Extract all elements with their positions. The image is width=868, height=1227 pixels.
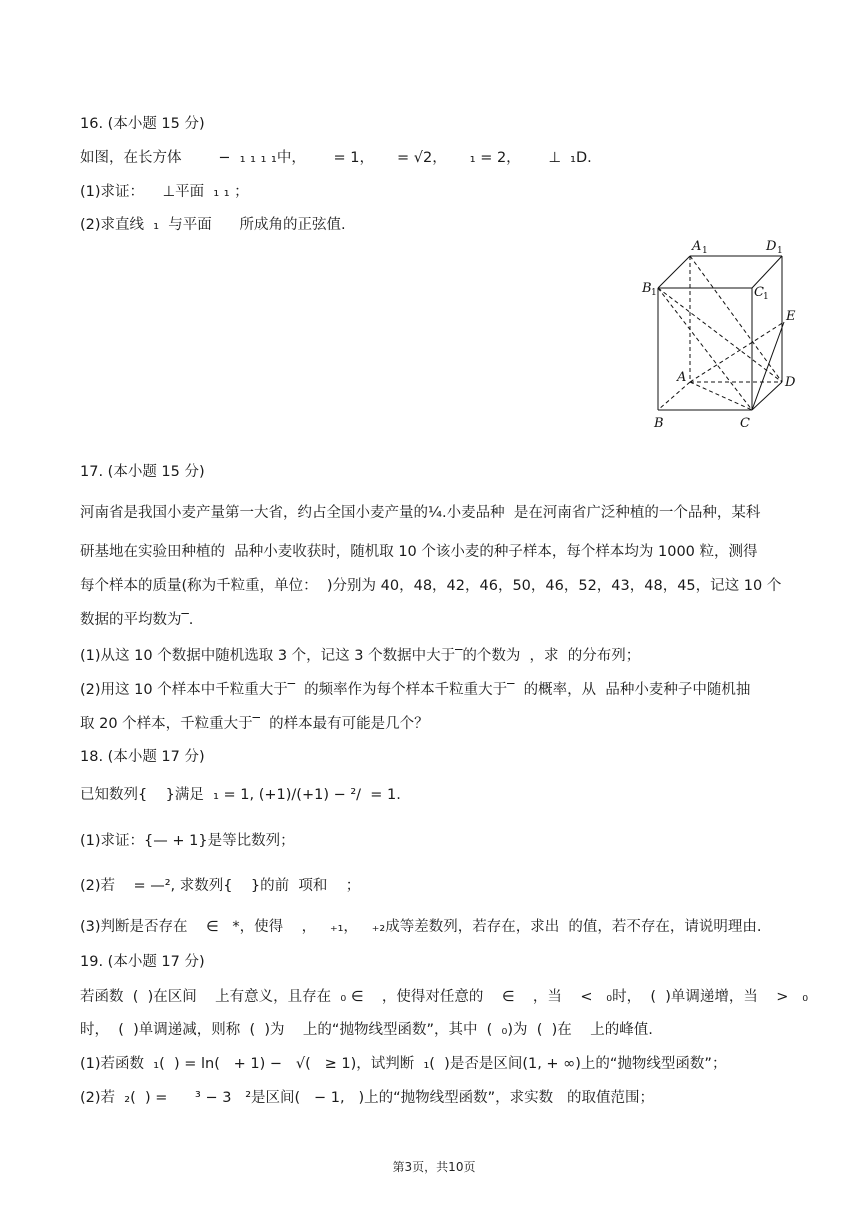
question-18-part-1: (1)求证：{— + 1}是等比数列； xyxy=(80,833,295,849)
question-17-part-2-line-1: (2)用这 10 个样本中千粒重大于‾ 的频率作为每个样本千粒重大于‾ 的概率，从 品种小麦种子中随机抽 xyxy=(80,682,751,698)
question-17-header: 17. (本小题 15 分) xyxy=(80,464,205,480)
question-18-part-2: (2)若 = —², 求数列{ }的前 项和 ； xyxy=(80,878,361,894)
question-19-part-2: (2)若 ₂( ) = ³ − 3 ²是区间( − 1, )上的“抛物线型函数”，求实数 的取值范围； xyxy=(80,1090,654,1106)
question-17-stem-line-2: 研基地在实验田种植的 品种小麦收获时，随机取 10 个该小麦的种子样本，每个样本均为 1000 粒，测得 xyxy=(80,544,758,560)
label-a1: A xyxy=(692,239,702,254)
label-d1-sub: 1 xyxy=(777,246,783,256)
question-17-stem-line-1: 河南省是我国小麦产量第一大省，约占全国小麦产量的¼.小麦品种 是在河南省广泛种植的一个品种，某科 xyxy=(80,505,761,521)
label-c1-sub: 1 xyxy=(763,292,769,302)
question-19-part-1: (1)若函数 ₁( ) = ln( + 1) − √( ≥ 1)，试判断 ₁( )是否是区间(1, + ∞)上的“抛物线型函数”； xyxy=(80,1056,727,1072)
edge-a1-b1 xyxy=(658,256,690,288)
cuboid-figure xyxy=(636,236,806,432)
label-c1: C xyxy=(754,285,764,300)
label-b1: B xyxy=(642,281,652,296)
question-17-stem-line-4: 数据的平均数为‾. xyxy=(80,612,194,628)
label-d1: D xyxy=(766,239,777,254)
page-footer: 第3页，共10页 xyxy=(392,1160,476,1174)
question-16-part-2: (2)求直线 ₁ 与平面 所成角的正弦值. xyxy=(80,217,346,233)
question-16-header: 16. (本小题 15 分) xyxy=(80,116,205,132)
question-19-stem-line-1: 若函数 ( )在区间 上有意义，且存在 ₀ ∈ ，使得对任意的 ∈ ，当 < ₀时， ( )单调递增，当 > ₀ xyxy=(80,989,809,1005)
question-19-header: 19. (本小题 17 分) xyxy=(80,954,205,970)
diagonal-a-c xyxy=(690,382,752,410)
edge-c-d xyxy=(752,382,782,410)
question-17-stem-line-3: 每个样本的质量(称为千粒重，单位： )分别为 40，48，42，46，50，46，52，43，48，45，记这 10 个 xyxy=(80,578,782,594)
edge-a-b-hidden xyxy=(658,382,690,410)
label-c: C xyxy=(740,416,750,431)
question-18-part-3: (3)判断是否存在 ∈ *，使得 ， ₊₁， ₊₂成等差数列，若存在，求出 的值，若不存在，请说明理由. xyxy=(80,919,762,935)
question-18-header: 18. (本小题 17 分) xyxy=(80,749,205,765)
question-17-part-1: (1)从这 10 个数据中随机选取 3 个，记这 3 个数据中大于‾的个数为 ，求 的分布列； xyxy=(80,648,641,664)
label-b1-sub: 1 xyxy=(651,288,657,298)
diagonal-a1-d xyxy=(690,256,782,382)
label-b: B xyxy=(654,416,664,431)
label-a1-sub: 1 xyxy=(702,246,708,256)
question-16-part-1: (1)求证： ⊥平面 ₁ ₁ ； xyxy=(80,184,249,200)
question-18-stem: 已知数列{ }满足 ₁ = 1, (+1)/(+1) − ²/ = 1. xyxy=(80,787,401,803)
question-16-stem: 如图，在长方体 − ₁ ₁ ₁ ₁中， = 1， = √2， ₁ = 2， ⊥ ₁D. xyxy=(80,150,592,166)
label-e: E xyxy=(786,309,796,324)
segment-c-e xyxy=(752,322,784,410)
label-a: A xyxy=(677,370,687,385)
question-19-stem-line-2: 时， ( )单调递减，则称 ( )为 上的“抛物线型函数”，其中 ( ₀)为 ( )在 上的峰值. xyxy=(80,1022,653,1038)
edge-d1-c1 xyxy=(752,256,782,288)
label-d: D xyxy=(785,375,796,390)
question-17-part-2-line-2: 取 20 个样本，千粒重大于‾ 的样本最有可能是几个？ xyxy=(80,716,429,732)
